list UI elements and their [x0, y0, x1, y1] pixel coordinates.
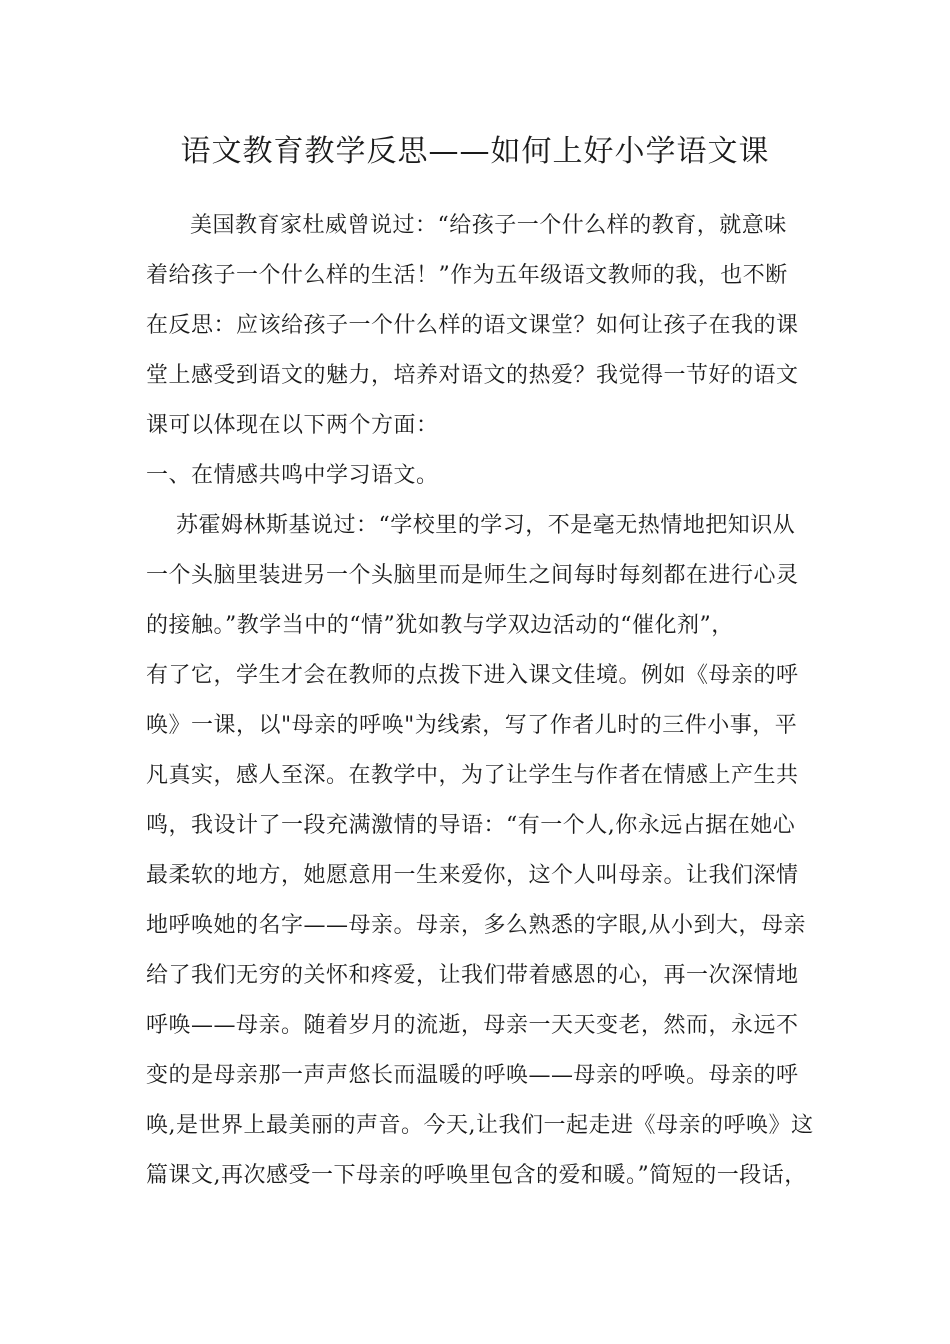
- paragraph-line: 在反思：应该给孩子一个什么样的语文课堂？如何让孩子在我的课: [146, 313, 799, 338]
- paragraph-line: 最柔软的地方，她愿意用一生来爱你，这个人叫母亲。让我们深情: [146, 863, 799, 888]
- paragraph-line: 鸣，我设计了一段充满激情的导语：“有一个人,你永远占据在她心: [146, 813, 796, 838]
- paragraph-line: 呼唤——母亲。随着岁月的流逝，母亲一天天变老，然而，永远不: [146, 1013, 799, 1038]
- paragraph-line: 凡真实，感人至深。在教学中，为了让学生与作者在情感上产生共: [146, 763, 799, 788]
- section-heading: 一、在情感共鸣中学习语文。: [146, 463, 439, 488]
- paragraph-line: 一个头脑里装进另一个头脑里而是师生之间每时每刻都在进行心灵: [146, 563, 799, 588]
- paragraph-line: 美国教育家杜威曾说过：“给孩子一个什么样的教育，就意味: [190, 213, 787, 238]
- paragraph-line: 变的是母亲那一声声悠长而温暖的呼唤——母亲的呼唤。母亲的呼: [146, 1063, 799, 1088]
- paragraph-line: 给了我们无穷的关怀和疼爱，让我们带着感恩的心，再一次深情地: [146, 963, 799, 988]
- paragraph-line: 地呼唤她的名字——母亲。母亲，多么熟悉的字眼,从小到大，母亲: [146, 913, 806, 938]
- paragraph-line: 有了它，学生才会在教师的点拨下进入课文佳境。例如《母亲的呼: [146, 663, 799, 688]
- paragraph-line: 堂上感受到语文的魅力，培养对语文的热爱？我觉得一节好的语文: [146, 363, 799, 388]
- paragraph-line: 唤》一课，以"母亲的呼唤"为线索，写了作者儿时的三件小事，平: [146, 713, 798, 738]
- paragraph-line: 的接触。”教学当中的“情”犹如教与学双边活动的“催化剂”，: [146, 613, 734, 638]
- paragraph-line: 课可以体现在以下两个方面：: [146, 413, 439, 438]
- paragraph-line: 唤,是世界上最美丽的声音。今天,让我们一起走进《母亲的呼唤》这: [146, 1113, 814, 1138]
- paragraph-line: 苏霍姆林斯基说过：“学校里的学习，不是毫无热情地把知识从: [176, 513, 796, 538]
- paragraph-line: 着给孩子一个什么样的生活！”作为五年级语文教师的我，也不断: [146, 263, 788, 288]
- document-title: 语文教育教学反思——如何上好小学语文课: [180, 134, 770, 169]
- paragraph-line: 篇课文,再次感受一下母亲的呼唤里包含的爱和暖。”简短的一段话，: [146, 1163, 807, 1188]
